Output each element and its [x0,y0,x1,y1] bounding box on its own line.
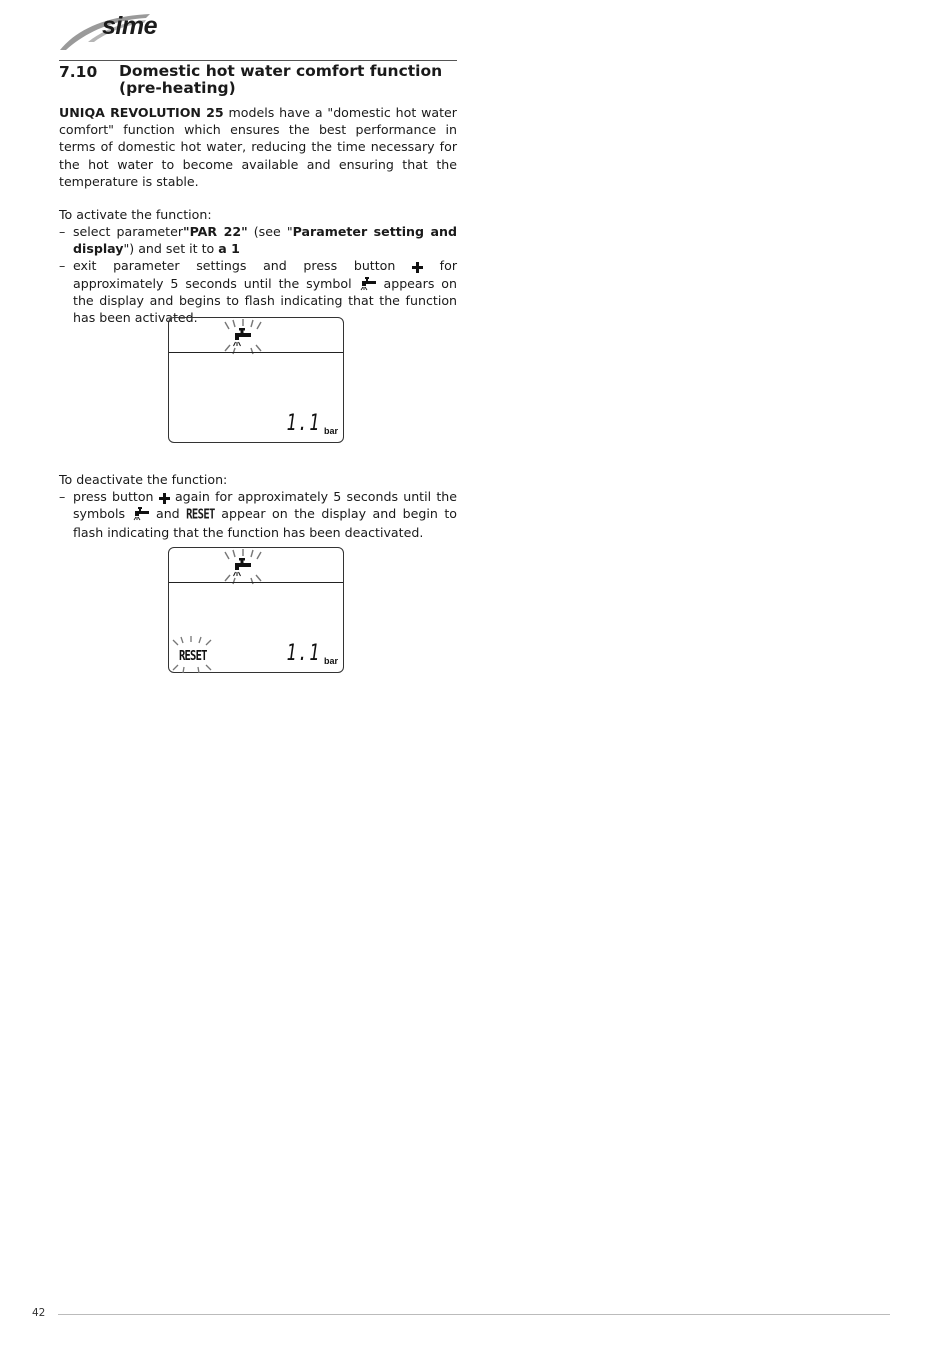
header-rule [59,60,457,61]
step-text: ") and set it to [123,241,219,257]
param-value: a 1 [218,241,240,257]
list-item [59,257,457,326]
step-text: and [149,506,187,522]
step-text: select parameter [73,224,184,239]
reset-symbol: RESET [186,507,215,523]
page-number: 42 [32,1307,46,1319]
deactivate-heading: To deactivate the function: [59,472,228,487]
activate-heading: To activate the function: [59,207,212,222]
step-text: appears on the display and begins to flash indicating that the function has been activated. [73,275,457,326]
footer-rule [58,1314,890,1315]
section-title: Domestic hot water comfort function (pre-heating) [119,62,443,97]
bullet-dash: – [59,258,66,274]
lcd-divider [169,582,343,583]
pressure-value: 1.1 [286,641,321,666]
list-item [59,223,457,257]
flashing-tap-icon [213,548,273,586]
list-item [59,488,457,542]
plus-icon [159,493,170,504]
step-text: appear on the display and begin to flash indicating that the function has been deactivated. [73,506,458,541]
lcd-divider [169,352,343,353]
section-reference: Parameter setting and display [73,224,457,257]
step-text: again for approximately 5 seconds until the symbols [73,489,457,522]
reset-label: RESET [179,648,207,664]
tap-icon [359,276,377,291]
pressure-unit: bar [323,656,338,666]
activate-steps [59,223,457,326]
lcd-display-activated [168,317,344,443]
section-number: 7.10 [59,63,98,81]
step-text: (see " [247,224,293,239]
step-text: for approximately 5 seconds until the symbol [73,258,457,291]
flashing-tap-icon [213,318,273,356]
logo-text: sime [102,12,157,40]
step-text: exit parameter settings and press button [73,258,413,274]
deactivate-steps [59,488,457,542]
pressure-value: 1.1 [286,411,321,436]
bullet-dash: – [59,489,66,504]
pressure-unit: bar [323,426,338,436]
intro-text: models have a "domestic hot water comfort" function which ensures the best performance in terms of domestic hot water, reducing the time necessary for the hot water to become available and ensuring that the temperature is stable. [59,105,457,189]
bullet-dash: – [59,224,66,239]
step-text: press button [73,489,159,504]
lcd-display-deactivated [168,547,344,673]
intro-paragraph [59,104,457,190]
plus-icon [412,262,423,273]
param-code: "PAR 22" [183,224,248,239]
model-name: UNIQA REVOLUTION 25 [59,105,224,120]
tap-icon [132,506,150,521]
